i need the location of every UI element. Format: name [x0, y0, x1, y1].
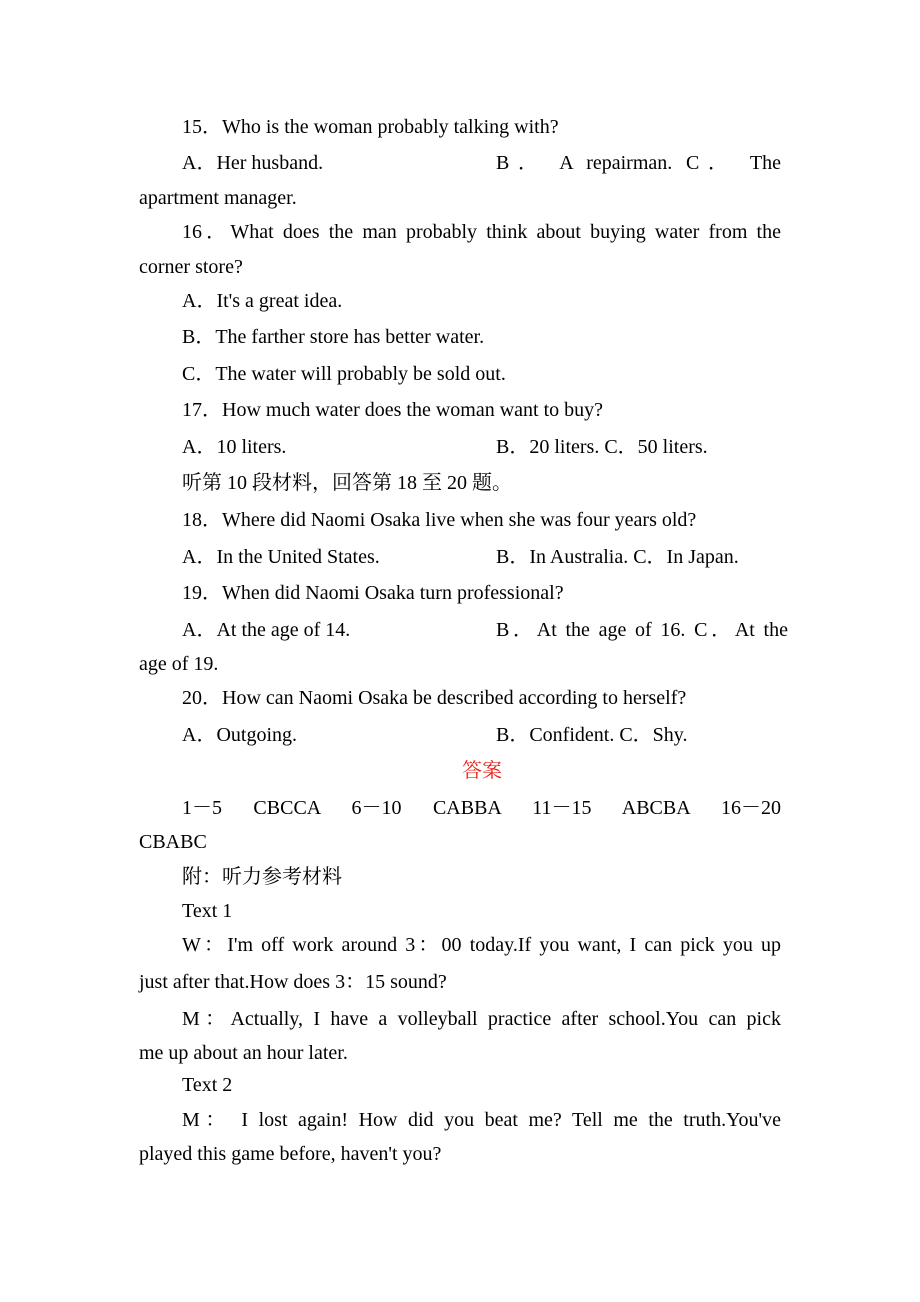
text1-man-line-1: M：Actually, I have a volleyball practice after school.You can pick: [182, 1008, 781, 1030]
q18-stem: 18．Where did Naomi Osaka live when she was four years old?: [182, 509, 697, 531]
q17-stem: 17．How much water does the woman want to buy?: [182, 399, 604, 421]
q17-options-bc: B．20 liters. C．50 liters.: [496, 436, 708, 458]
q20-option-a: A．Outgoing.: [182, 724, 297, 746]
q19-options-bc: B．At the age of 16. C．At the: [496, 619, 788, 641]
q20-stem: 20．How can Naomi Osaka be described according to herself?: [182, 687, 687, 709]
appendix-heading: 附：听力参考材料: [182, 866, 342, 888]
q15-stem: 15．Who is the woman probably talking with?: [182, 116, 559, 138]
q15-options-bc: B． A repairman. C． The: [496, 152, 781, 174]
q16-wrap: corner store?: [139, 256, 243, 278]
q19-stem: 19．When did Naomi Osaka turn professional?: [182, 582, 564, 604]
q18-option-a: A．In the United States.: [182, 546, 380, 568]
q17-option-a: A．10 liters.: [182, 436, 287, 458]
q19-wrap: age of 19.: [139, 653, 219, 675]
q16-stem: 16．What does the man probably think about buying water from the: [182, 221, 781, 243]
text1-man-line-2: me up about an hour later.: [139, 1042, 348, 1064]
text1-woman-line-2: just after that.How does 3：15 sound?: [139, 971, 447, 993]
text2-man-line-2: played this game before, haven't you?: [139, 1143, 442, 1165]
q18-options-bc: B．In Australia. C．In Japan.: [496, 546, 739, 568]
answer-key-line-1: 1－5 CBCCA 6－10 CABBA 11－15 ABCBA 16－20: [182, 797, 781, 819]
text2-title: Text 2: [182, 1074, 233, 1096]
text1-woman-line-1: W：I'm off work around 3：00 today.If you want, I can pick you up: [182, 934, 781, 956]
q15-wrap: apartment manager.: [139, 187, 297, 209]
q15-option-a: A．Her husband.: [182, 152, 324, 174]
text2-man-line-1: M： I lost again! How did you beat me? Tell me the truth.You've: [182, 1109, 781, 1131]
answer-key-line-2: CBABC: [139, 831, 207, 853]
section-note: 听第 10 段材料，回答第 18 至 20 题。: [182, 472, 512, 494]
q20-options-bc: B．Confident. C．Shy.: [496, 724, 688, 746]
q16-option-c: C．The water will probably be sold out.: [182, 363, 506, 385]
answer-heading: 答案: [462, 760, 502, 782]
q16-option-b: B．The farther store has better water.: [182, 326, 485, 348]
q19-option-a: A．At the age of 14.: [182, 619, 351, 641]
text1-title: Text 1: [182, 900, 233, 922]
q16-option-a: A．It's a great idea.: [182, 290, 343, 312]
